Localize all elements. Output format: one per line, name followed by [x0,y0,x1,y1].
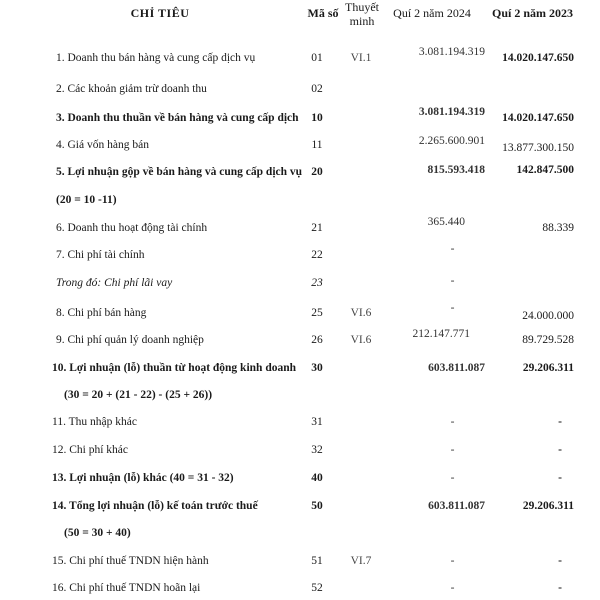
header-ma-so: Mã số [307,6,339,20]
row-code: 23 [311,277,323,289]
row-code: 21 [311,222,323,234]
row-value-2024: 3.081.194.319 [418,46,485,58]
row-value-2023: 29.206.311 [522,362,574,374]
row-value-2024: 815.593.418 [427,164,485,176]
row-code: 40 [311,472,323,484]
row-code: 32 [311,444,323,456]
row-label: 14. Tổng lợi nhuận (lỗ) kế toán trước thuế [52,500,258,512]
row-label: (50 = 30 + 40) [64,527,131,539]
row-note: VI.6 [350,334,372,346]
row-code: 51 [311,555,323,567]
row-label: 9. Chi phí quản lý doanh nghiệp [56,334,204,346]
row-code: 30 [311,362,323,374]
row-value-2023: - [558,582,562,594]
row-value-2024: 365.440 [427,216,465,228]
table-row [0,243,600,263]
row-label: 7. Chi phí tài chính [56,249,145,261]
row-note: VI.1 [350,52,372,64]
table-row [0,302,600,322]
header-q2-2023: Quí 2 năm 2023 [491,6,573,20]
table-row [0,275,600,291]
header-q2-2024: Quí 2 năm 2024 [393,6,471,20]
row-value-2024: - [450,444,455,456]
table-row [0,387,600,403]
row-code: 22 [311,249,323,261]
row-value-2023: - [558,444,562,456]
table-row [0,328,600,348]
row-code: 31 [311,416,323,428]
row-label: 3. Doanh thu thuần về bán hàng và cung cấp dịch [56,112,299,124]
row-value-2023: 89.729.528 [522,334,574,346]
row-code: 26 [311,334,323,346]
row-code: 25 [311,307,323,319]
row-value-2024: - [450,243,455,255]
table-row [0,580,600,596]
table-row [0,81,600,97]
table-row [0,525,600,541]
row-value-2024: 212.147.771 [412,328,470,340]
row-note: VI.7 [350,555,372,567]
row-code: 02 [311,83,323,95]
row-label: 12. Chi phí khác [52,444,129,456]
row-code: 50 [311,500,323,512]
header-thuyet-minh-line1: Thuyết [345,0,379,14]
row-value-2023: 24.000.000 [522,310,574,322]
row-label: 8. Chi phí bán hàng [56,307,147,319]
row-label: 6. Doanh thu hoạt động tài chính [56,222,208,234]
row-value-2024: 2.265.600.901 [418,135,485,147]
table-row [0,553,600,569]
row-value-2023: 13.877.300.150 [502,142,574,154]
row-label: 13. Lợi nhuận (lỗ) khác (40 = 31 - 32) [52,472,234,484]
row-label: 16. Chi phí thuế TNDN hoãn lại [52,582,201,594]
header-chi-tieu: CHỈ TIÊU [130,6,190,20]
row-value-2024: - [450,302,455,314]
row-label: 2. Các khoản giảm trừ doanh thu [56,83,207,95]
row-label: (30 = 20 + (21 - 22) - (25 + 26)) [64,389,213,401]
row-code: 01 [311,52,323,64]
row-label: 15. Chi phí thuế TNDN hiện hành [52,555,209,567]
row-label: Trong đó: Chi phí lãi vay [56,277,173,289]
row-code: 52 [311,582,323,594]
row-value-2023: - [558,555,562,567]
table-row [0,192,600,208]
row-value-2023: 14.020.147.650 [502,52,574,64]
row-value-2023: 88.339 [542,222,574,234]
row-code: 20 [311,166,323,178]
row-code: 10 [311,112,323,124]
table-row [0,470,600,486]
table-row [0,360,600,376]
row-value-2024: 3.081.194.319 [418,106,485,118]
table-row [0,46,600,66]
row-label: 4. Giá vốn hàng bán [56,139,149,151]
table-row [0,106,600,126]
row-value-2024: 603.811.087 [428,362,485,374]
row-code: 11 [311,139,323,151]
header-thuyet-minh-line2: minh [349,14,375,28]
row-value-2024: - [450,416,455,428]
table-row [0,137,600,153]
row-value-2024: - [450,582,455,594]
table-row [0,414,600,430]
row-value-2023: - [558,416,562,428]
row-value-2024: - [450,275,455,287]
row-value-2024: 603.811.087 [428,500,485,512]
row-label: 11. Thu nhập khác [52,416,137,428]
table-row [0,164,600,180]
header-thuyet-minh [338,0,386,28]
row-value-2024: - [450,472,455,484]
row-label: 1. Doanh thu bán hàng và cung cấp dịch vụ [56,52,256,64]
row-value-2024: - [450,555,455,567]
row-note: VI.6 [350,307,372,319]
table-row [0,442,600,458]
row-value-2023: 14.020.147.650 [502,112,574,124]
row-label: 10. Lợi nhuận (lỗ) thuần từ hoạt động kinh doanh [52,362,297,374]
table-row [0,216,600,236]
row-label: (20 = 10 -11) [56,194,117,206]
row-label: 5. Lợi nhuận gộp về bán hàng và cung cấp dịch vụ [56,166,303,178]
row-value-2023: 142.847.500 [516,164,574,176]
row-value-2023: 29.206.311 [522,500,574,512]
table-row [0,498,600,514]
row-value-2023: - [558,472,562,484]
